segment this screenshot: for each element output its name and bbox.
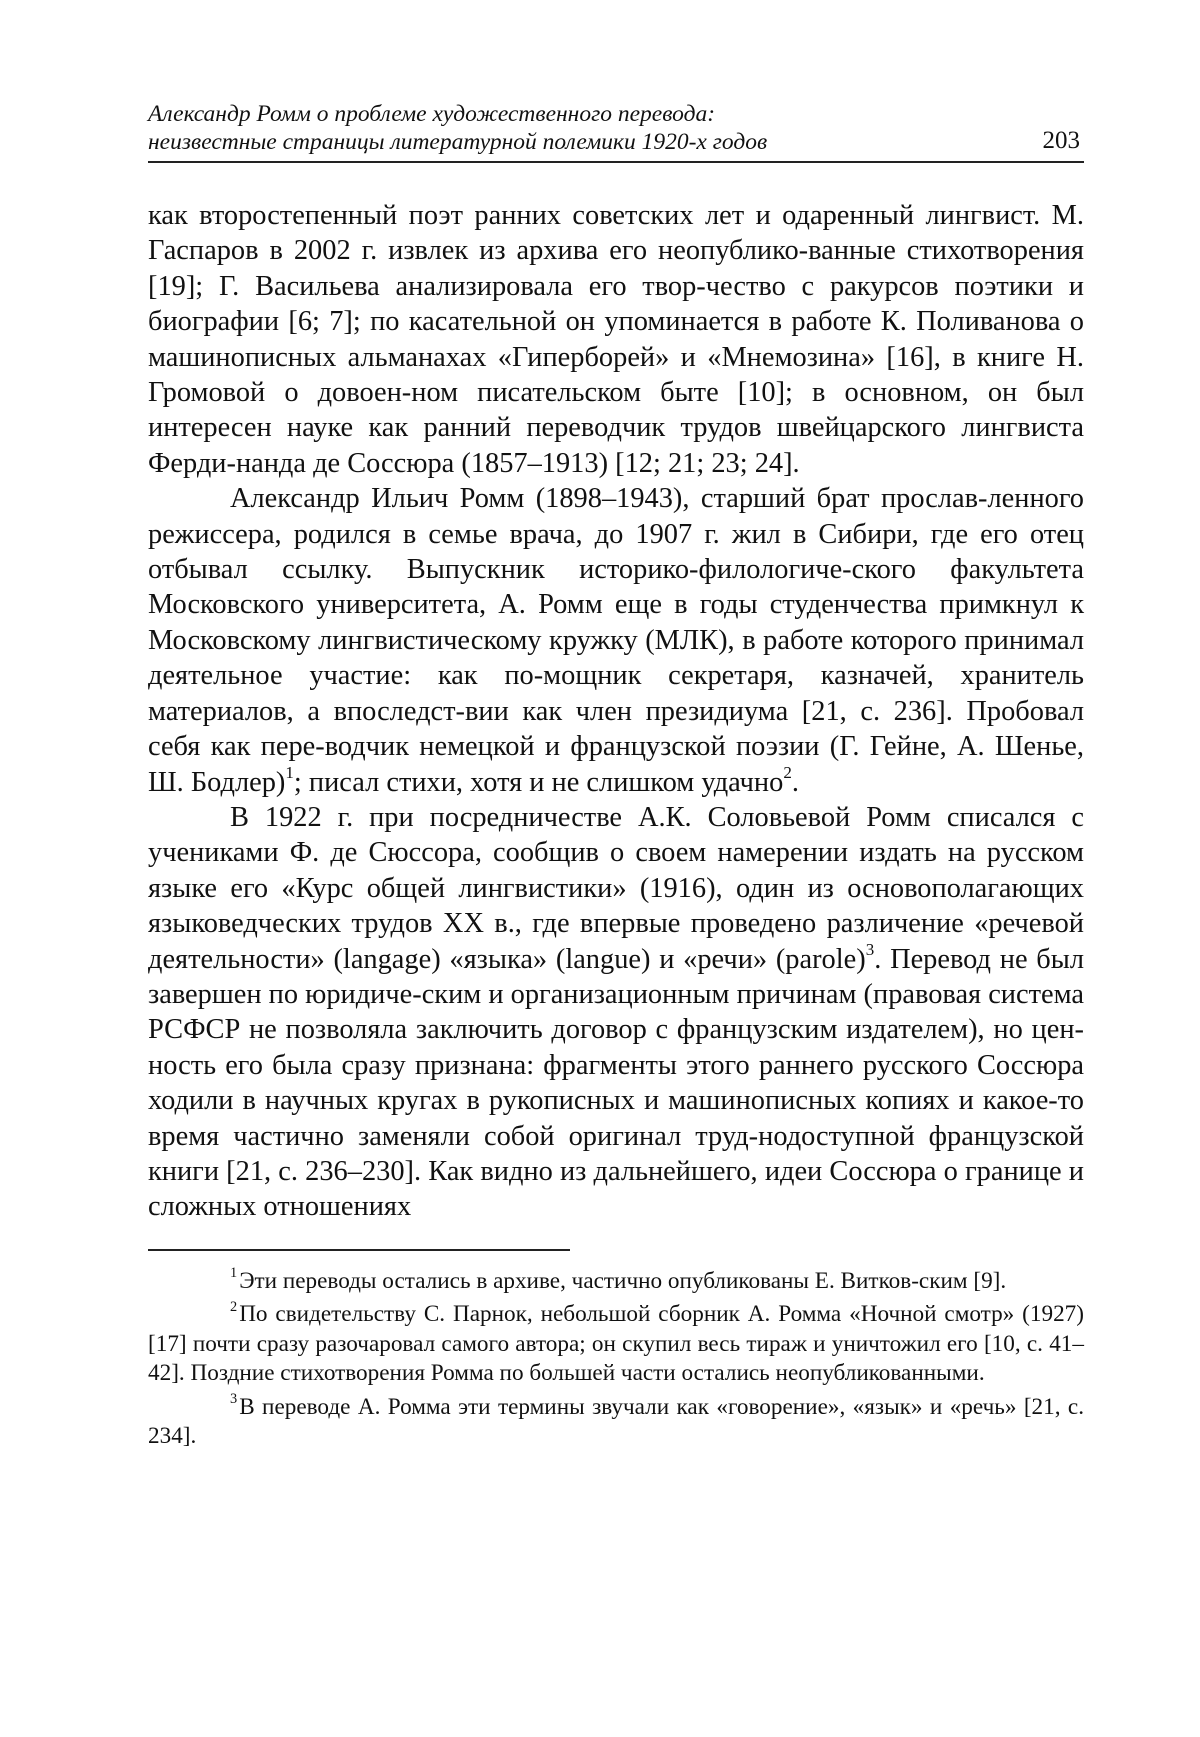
footnote-3-marker: 3 (230, 1391, 238, 1407)
footnote-1-marker: 1 (230, 1265, 238, 1281)
footnote-1-text: Эти переводы остались в архиве, частично опубликованы Е. Витков-ским [9]. (239, 1267, 1007, 1294)
paragraph-2-text-a: Александр Ильич Ромм (1898–1943), старший брат прослав-ленного режиссера, родился в семье врача, до 1907 г. жил в Сибири, где его отец отбывал ссылку. Выпускник историко-филологиче-ского факультета Московского университета, А. Ромм еще в годы студенчества примкнул к Московскому лингвистическому кружку (МЛК), в работе которого принимал деятельное участие: как по-мощник секретаря, казначей, хранитель материалов, а впоследст-вии как член президиума [21, с. 236]. Пробовал себя как пере-водчик немецкой и французской поэзии (Г. Гейне, А. Шенье, Ш. Бодлер) (148, 483, 1084, 798)
header-title-line-2: неизвестные страницы литературной полемики 1920-х годов (148, 129, 768, 155)
header-title-line-1: Александр Ромм о проблеме художественного перевода: (148, 101, 716, 127)
footnote-divider (148, 1249, 570, 1251)
footnote-3-text: В переводе А. Ромма эти термины звучали как «говорение», «язык» и «речь» [21, с. 234]. (148, 1393, 1084, 1450)
footnote-2-marker: 2 (230, 1298, 238, 1315)
footnote-2-text: По свидетельству С. Парнок, небольшой сборник А. Ромма «Ночной смотр» (1927) [17] почти сразу разочаровал самого автора; он скупил весь тираж и уничтожил его [10, с. 41–42]. Поздние стихотворения Ромма по большей части остались неопубликованными. (148, 1301, 1084, 1387)
book-page (148, 100, 1084, 1456)
footnotes (148, 1267, 1084, 1452)
paragraph-3 (148, 800, 1084, 1225)
main-text (148, 198, 1084, 1225)
paragraph-2-text-b: ; писал стихи, хотя и не слишком удачно (293, 766, 784, 798)
footnote-ref-2[interactable]: 2 (783, 762, 792, 782)
footnote-ref-3[interactable]: 3 (865, 939, 875, 959)
page-number: 203 (1042, 127, 1080, 154)
footnote-ref-1[interactable]: 1 (285, 762, 294, 782)
footnote-1 (148, 1267, 1084, 1297)
paragraph-1: как второстепенный поэт ранних советских лет и одаренный лингвист. М. Гаспаров в 2002 г. извлек из архива его неопублико-ванные стихотворения [19]; Г. Васильева анализировала его твор-чество с ракурсов поэтики и биографии [6; 7]; по касательной он упоминается в работе К. Поливанова о машинописных альманахах «Гиперборей» и «Мнемозина» [16], в книге Н. Громовой о довоен-ном писательском быте [10]; в основном, он был интересен науке как ранний переводчик трудов швейцарского лингвиста Ферди-нанда де Соссюра (1857–1913) [12; 21; 23; 24]. (148, 200, 1084, 479)
paragraph-2-text-c: . (791, 766, 799, 798)
footnote-3 (148, 1393, 1084, 1452)
paragraph-2 (148, 481, 1084, 800)
paragraph-3-text-a: В 1922 г. при посредничестве А.К. Соловьевой Ромм списался с учениками Ф. де Сюссора, сообщив о своем намерении издать на русском языке его «Курс общей лингвистики» (1916), один из основополагающих языковедческих трудов XX в., где впервые проведено различение «речевой деятельности» (langage) «языка» (langue) и «речи» (parole) (148, 801, 1084, 975)
footnote-2 (148, 1300, 1084, 1389)
paragraph-3-text-b: . Перевод не был завершен по юридиче-ским и организационным причинам (правовая система РСФСР не позволяла заключить договор с французским издателем), но цен-ность его была сразу признана: фрагменты этого раннего русского Соссюра ходили в научных кругах в рукописных и машинописных копиях и какое-то время частично заменяли собой оригинал труд-нодоступной французской книги [21, с. 236–230]. Как видно из дальнейшего, идеи Соссюра о границе и сложных отношениях (148, 943, 1084, 1223)
running-header (148, 100, 1084, 163)
